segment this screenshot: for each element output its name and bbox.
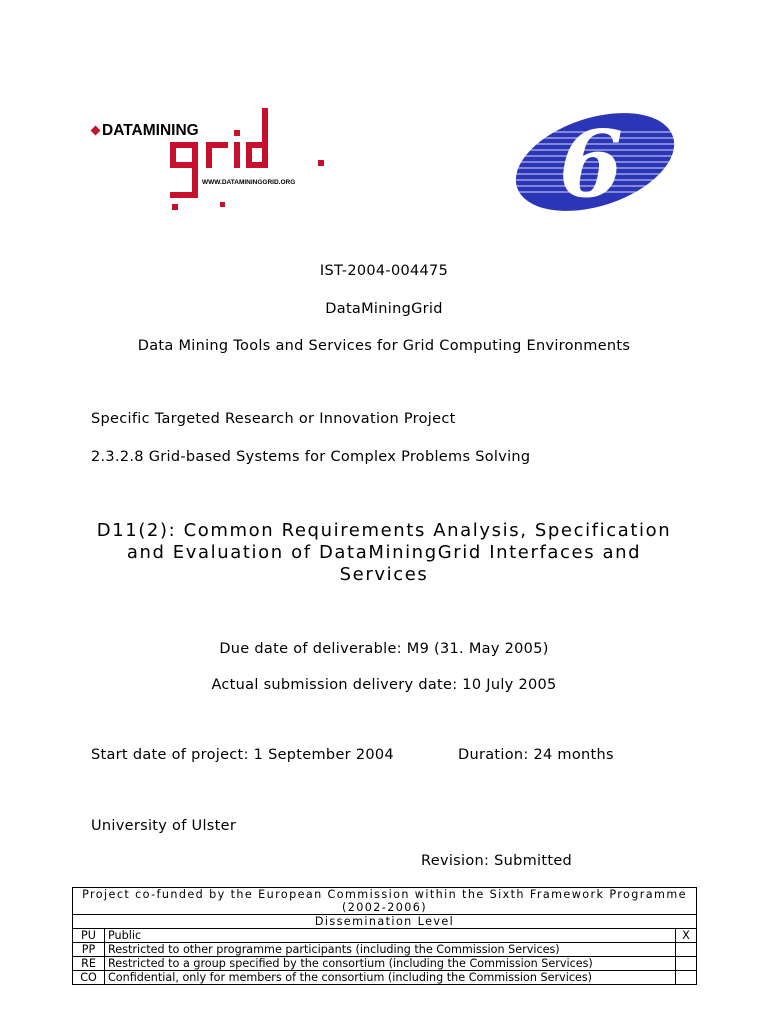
logo-diamond-mark [91, 126, 101, 136]
deliverable-title [0, 520, 768, 586]
instrument-type: Specific Targeted Research or Innovation Project [91, 411, 456, 427]
table-row [73, 929, 697, 943]
project-duration: Duration: 24 months [458, 747, 614, 763]
dissemination-table [72, 887, 697, 985]
project-full-title: Data Mining Tools and Services for Grid Computing Environments [137, 338, 631, 354]
due-date: Due date of deliverable: M9 (31. May 2005) [219, 641, 549, 657]
thematic-priority: 2.3.2.8 Grid-based Systems for Complex Problems Solving [91, 449, 531, 465]
fp6-symbol: 6 [558, 112, 624, 212]
level-mark [676, 971, 697, 985]
table-row [73, 971, 697, 985]
dissemination-level-heading: Dissemination Level [73, 915, 697, 929]
level-label: Restricted to a group specified by the consortium (including the Commission Services) [105, 957, 676, 971]
level-label: Confidential, only for members of the consortium (including the Commission Services) [105, 971, 676, 985]
level-mark [676, 957, 697, 971]
logo-brand-text: DATAMINING [102, 122, 199, 139]
table-header-row [73, 888, 697, 915]
level-mark: X [676, 929, 697, 943]
deliverable-title-line-2: and Evaluation of DataMiningGrid Interfaces and [126, 542, 642, 563]
level-code: PP [73, 943, 105, 957]
level-label: Public [105, 929, 676, 943]
datamininggrid-logo [90, 108, 340, 213]
deliverable-title-line-1: D11(2): Common Requirements Analysis, Specification [96, 520, 672, 541]
table-row [73, 943, 697, 957]
contract-number: IST-2004-004475 [319, 263, 449, 279]
fp6-logo [505, 112, 685, 212]
level-label: Restricted to other programme participants (including the Commission Services) [105, 943, 676, 957]
level-code: PU [73, 929, 105, 943]
logo-url-text: WWW.DATAMININGGRID.ORG [202, 179, 296, 186]
table-row [73, 957, 697, 971]
project-start-date: Start date of project: 1 September 2004 [91, 747, 394, 763]
level-code: RE [73, 957, 105, 971]
revision-status: Revision: Submitted [421, 853, 573, 869]
level-mark [676, 943, 697, 957]
deliverable-title-line-3: Services [339, 564, 429, 585]
funding-statement: Project co-funded by the European Commission within the Sixth Framework Programme (2002-2006) [73, 888, 697, 915]
table-header-row [73, 915, 697, 929]
actual-submission-date: Actual submission delivery date: 10 July 2005 [211, 677, 557, 693]
project-acronym: DataMiningGrid [325, 301, 443, 317]
lead-organisation: University of Ulster [91, 818, 237, 834]
level-code: CO [73, 971, 105, 985]
